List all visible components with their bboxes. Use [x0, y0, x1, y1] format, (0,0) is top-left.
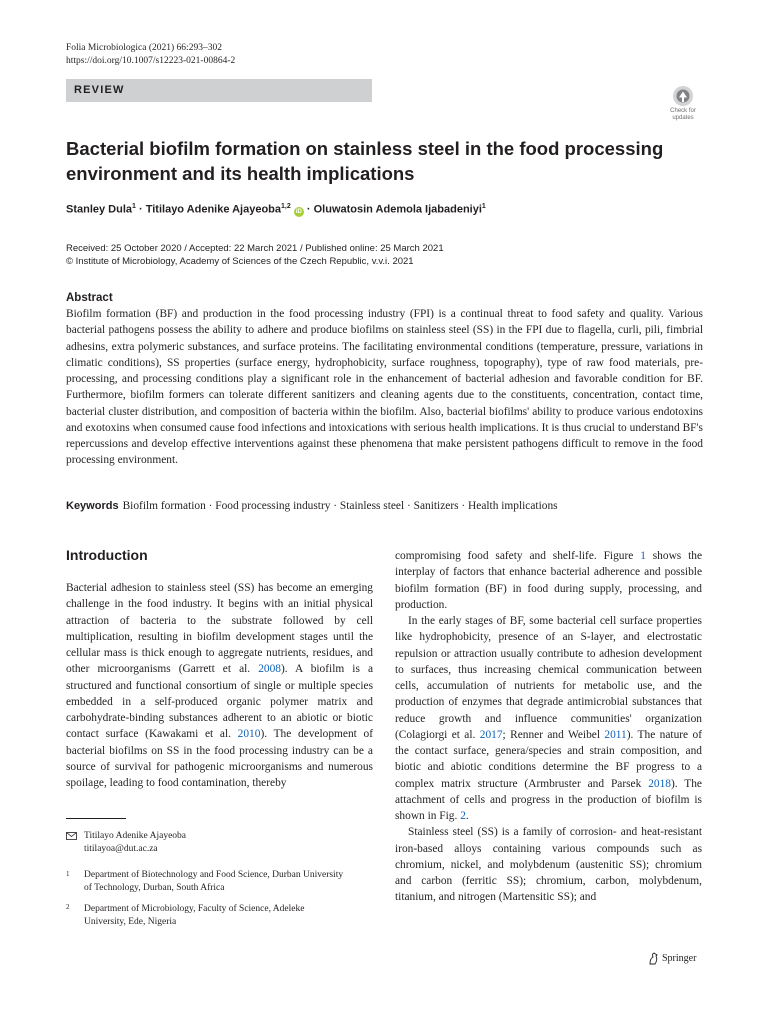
publisher-name: Springer — [662, 953, 697, 964]
affiliation-mark: 2 — [66, 903, 70, 911]
author-affiliation: 1,2 — [281, 203, 291, 210]
article-title: Bacterial biofilm formation on stainless steel in the food processing environment and its health implications — [66, 138, 664, 184]
badge-line-2: updates — [672, 114, 694, 121]
body-text: compromising food safety and shelf-life. Figure — [395, 550, 641, 562]
doi-link[interactable]: https://doi.org/10.1007/s12223-021-00864-2 — [66, 56, 236, 66]
copyright-notice: © Institute of Microbiology, Academy of Sciences of the Czech Republic, v.v.i. 2021 — [66, 256, 414, 267]
figure-link[interactable]: 2 — [460, 810, 466, 822]
introduction-heading: Introduction — [66, 547, 148, 563]
body-text: ). The development of bacterial biofilms on SS in the food processing industry can be a source of survival for pathogenic microorganisms and numerous spoilage, leading to food contamination, thereby — [66, 728, 373, 789]
envelope-icon — [66, 832, 77, 840]
citation-link[interactable]: 2011 — [604, 728, 627, 741]
intro-paragraph — [395, 613, 702, 824]
affiliation-mark: 1 — [66, 870, 70, 878]
body-text: shows the interplay of factors that enhance bacterial adherence and possible biofilm formation (BF) in food during supply, processing, and production. — [395, 550, 703, 611]
author-affiliation: 1 — [132, 203, 136, 210]
body-text: ). The nature of the contact surface, genera/species and strain composition, and biotic and abiotic conditions determine the BF progress to a complex matrix structure (Armbruster and Parsek — [395, 728, 702, 790]
author-affiliation: 1 — [481, 203, 486, 210]
received-accepted-dates: Received: 25 October 2020 / Accepted: 22 March 2021 / Published online: 25 March 2021 — [66, 243, 444, 254]
body-column-left — [66, 580, 373, 791]
orcid-icon[interactable]: iD — [295, 208, 302, 215]
footnote-divider — [66, 818, 126, 819]
author-separator: · — [303, 203, 314, 216]
affiliation-1: Department of Biotechnology and Food Science, Durban University of Technology, Durban, South Africa — [84, 870, 344, 893]
keywords-line — [66, 500, 558, 512]
journal-header — [66, 42, 235, 68]
body-text: ). A biofilm is a structured and functional consortium of single or multiple species embedded in a self-produced organic polymer matrix and carbohydrate-binding substances adherent to an abiotic or biotic contact surface (Kawakami et al. — [66, 663, 373, 741]
publisher-logo — [648, 952, 696, 965]
contact-email[interactable]: titilayoa@dut.ac.za — [84, 843, 158, 854]
body-text: . — [465, 810, 469, 822]
corresponding-author — [84, 830, 344, 855]
check-for-updates-badge[interactable] — [666, 85, 700, 125]
figure-link[interactable]: 1 — [640, 550, 646, 562]
journal-citation: Folia Microbiologica (2021) 66:293–302 — [66, 43, 222, 53]
affiliation-2: Department of Microbiology, Faculty of Science, Adeleke University, Ede, Nigeria — [84, 904, 305, 927]
badge-line-1: Check for — [670, 108, 696, 114]
abstract-heading: Abstract — [66, 292, 113, 304]
author-name[interactable]: Oluwatosin Ademola Ijabadeniyi — [313, 203, 482, 216]
citation-link[interactable]: 2017 — [479, 728, 503, 741]
author-name[interactable]: Titilayo Adenike Ajayeoba — [145, 203, 282, 216]
springer-horse-icon — [648, 952, 659, 965]
citation-link[interactable]: 2008 — [258, 663, 281, 676]
abstract-text: Biofilm formation (BF) and production in the food processing industry (FPI) is a continual threat to food safety and quality. Various bacterial pathogens possess the ability to adhere and produce biofilms on stainless steel (SS) in the FPI due to flagella, curli, pili, fimbrial adhesins, extra polymeric substances, and surface proteins. The facilitating environmental conditions (temperature, pressure, variations in climatic conditions), SS properties (surface energy, hydrophobicity, surface roughness, topography), type of raw food materials, pre-processing, and processing conditions play a significant role in the enhancement of bacterial adhesion and favorable condition for BF. Furthermore, biofilm formers can tolerate different sanitizers and cleaning agents due to the constituents, concentration, contact time, bacterial cluster distribution, and composition of bacteria within the biofilm. Also, bacterial biofilms' ability to produce various endotoxins and exotoxins when consumed cause food infections and intoxications with serious health implications. It is thus crucial to understand BF's repercussions and develop effective interventions against these phenomena that make persistent pathogens difficult to remove in the food processing environment. — [66, 308, 703, 467]
body-text: ; Renner and Weibel — [502, 728, 605, 741]
author-list — [66, 203, 486, 217]
keywords-text: Biofilm formation · Food processing industry · Stainless steel · Sanitizers · Health implications — [122, 500, 558, 512]
intro-paragraph — [66, 580, 373, 791]
check-updates-icon — [672, 85, 694, 107]
body-column-right — [395, 548, 702, 906]
body-text: Bacterial adhesion to stainless steel (SS) has become an emerging challenge in the food industry. It begins with an initial physical attraction of bacteria to the substrate followed by cell multiplication, resulting in biofilm development stages until the cellular mass is thick enough to aggregate nutrients, residues, and other microorganisms (Garrett et al. — [66, 582, 373, 676]
body-text: In the early stages of BF, some bacterial cell surface properties like hydrophobicity, presence of an S-layer, and electrostatic repulsion or attraction usually contribute to adhesion development to surfaces, thus increasing chemical communication between cells, accumulation of nutrients for metabolic use, and the production of enzymes that degrade antimicrobial substances that reduce growth and influence communities' organization (Colagiorgi et al. — [395, 615, 702, 741]
citation-link[interactable]: 2018 — [648, 777, 671, 790]
section-label-bar: REVIEW — [66, 79, 372, 102]
contact-name: Titilayo Adenike Ajayeoba — [84, 831, 187, 841]
keywords-label: Keywords — [66, 500, 119, 512]
intro-paragraph: Stainless steel (SS) is a family of corrosion- and heat-resistant iron-based alloys containing various compounds such as chromium, nickel, and molybdenum (austenitic SS); chromium and carbon (ferritic SS); chromium, carbon, molybdenum, titanium, and nitrogen (Martensitic SS); and — [395, 826, 702, 904]
author-name[interactable]: Stanley Dula — [66, 203, 133, 216]
publication-dates — [66, 242, 444, 268]
intro-paragraph — [395, 548, 702, 613]
author-separator: · — [135, 203, 146, 216]
body-text: ). The attachment of cells and progress in the production of biofilm is shown in Fig. — [395, 777, 702, 822]
citation-link[interactable]: 2010 — [237, 728, 261, 741]
